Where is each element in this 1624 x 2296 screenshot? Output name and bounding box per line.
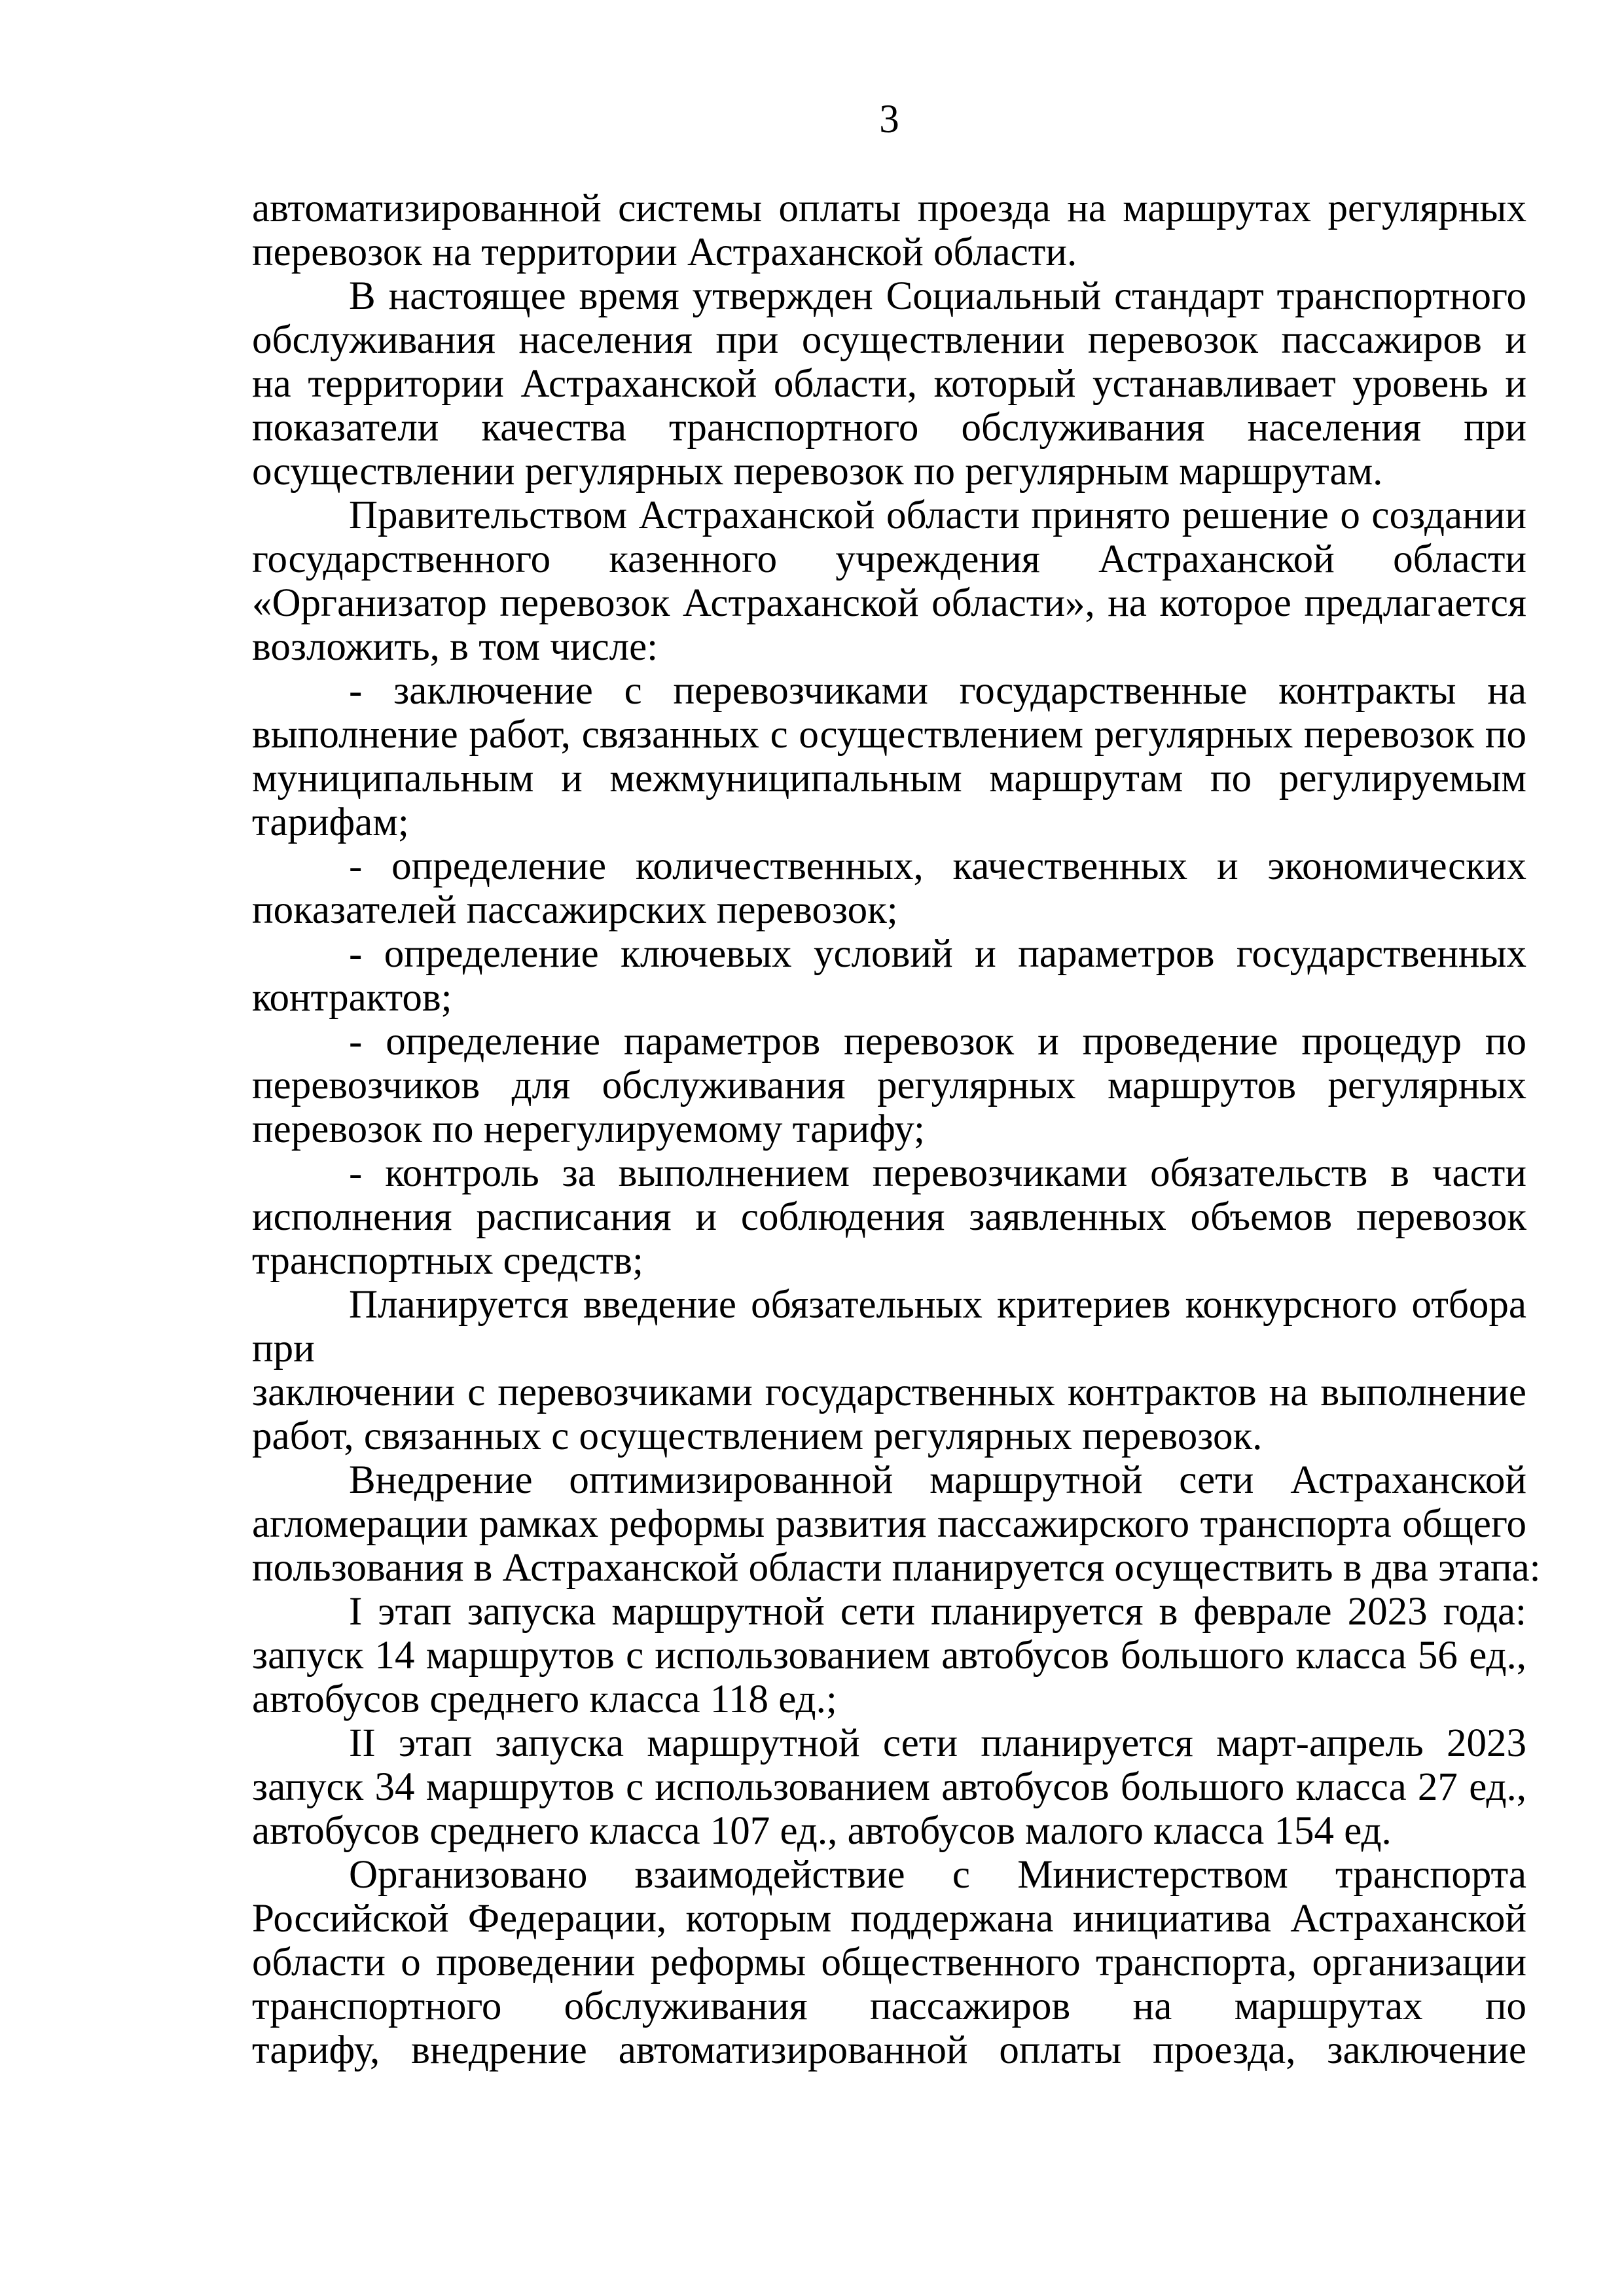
paragraph-first-line: Внедрение оптимизированной маршрутной сети Астраханской [349,1458,1526,1502]
paragraph-first-line: - контроль за выполнением перевозчиками обязательств в части [349,1151,1526,1195]
text-line: запуск 14 маршрутов с использованием автобусов большого класса 56 ед., [252,1634,1526,1677]
text-line: «Организатор перевозок Астраханской области», на которое предлагается [252,581,1526,625]
text-line: перевозок по нерегулируемому тарифу; [252,1107,925,1151]
text-line: Российской Федерации, которым поддержана инициатива Астраханской [252,1897,1526,1941]
text-line: на территории Астраханской области, который устанавливает уровень и [252,362,1526,406]
paragraph-first-line: - определение количественных, качественных и экономических [349,844,1526,888]
text-line: работ, связанных с осуществлением регулярных перевозок. [252,1414,1263,1458]
text-line: возложить, в том числе: [252,625,659,669]
text-line: автоматизированной системы оплаты проезда на маршрутах регулярных [252,187,1526,230]
paragraph-first-line: - определение ключевых условий и параметров государственных [349,932,1526,976]
paragraph-first-line: II этап запуска маршрутной сети планируется март-апрель 2023 [349,1721,1526,1765]
text-line: перевозчиков для обслуживания регулярных маршрутов регулярных [252,1064,1526,1107]
text-line: транспортного обслуживания пассажиров на маршрутах по [252,1984,1526,2028]
text-line: тарифам; [252,800,409,844]
text-line: пользования в Астраханской области планируется осуществить в два этапа: [252,1546,1541,1590]
text-line: контрактов; [252,976,452,1020]
text-line: агломерации рамках реформы развития пассажирского транспорта общего [252,1502,1526,1546]
paragraph-first-line: Планируется введение обязательных критериев конкурсного отбора [349,1283,1526,1327]
text-line: заключении с перевозчиками государственных контрактов на выполнение [252,1371,1526,1414]
paragraph-first-line: Правительством Астраханской области принято решение о создании [349,493,1526,537]
text-line: запуск 34 маршрутов с использованием автобусов большого класса 27 ед., [252,1765,1526,1809]
page-number: 3 [879,98,899,141]
text-line: перевозок на территории Астраханской области. [252,230,1077,274]
document-body [252,187,1541,2072]
text-line: области о проведении реформы общественного транспорта, организации [252,1941,1526,1984]
text-line: транспортных средств; [252,1239,643,1283]
text-line: государственного казенного учреждения Астраханской области [252,537,1526,581]
text-line: исполнения расписания и соблюдения заявленных объемов перевозок [252,1195,1526,1239]
paragraph-first-line: - заключение с перевозчиками государственные контракты на [349,669,1526,713]
text-line: выполнение работ, связанных с осуществлением регулярных перевозок по [252,713,1526,757]
text-line: осуществлении регулярных перевозок по регулярным маршрутам. [252,450,1383,493]
text-line: при [252,1327,315,1371]
paragraph-first-line: В настоящее время утвержден Социальный стандарт транспортного [349,274,1526,318]
text-line: автобусов среднего класса 118 ед.; [252,1677,837,1721]
paragraph-first-line: - определение параметров перевозок и проведение процедур по [349,1020,1526,1064]
paragraph-first-line: Организовано взаимодействие с Министерством транспорта [349,1853,1526,1897]
text-line: автобусов среднего класса 107 ед., автобусов малого класса 154 ед. [252,1809,1392,1853]
text-line: обслуживания населения при осуществлении перевозок пассажиров и [252,318,1526,362]
text-line: муниципальным и межмуниципальным маршрутам по регулируемым [252,757,1526,800]
paragraph-first-line: I этап запуска маршрутной сети планируется в феврале 2023 года: [349,1590,1526,1634]
text-line: показателей пассажирских перевозок; [252,888,898,932]
text-line: тарифу, внедрение автоматизированной оплаты проезда, заключение [252,2028,1526,2072]
text-line: показатели качества транспортного обслуживания населения при [252,406,1526,450]
